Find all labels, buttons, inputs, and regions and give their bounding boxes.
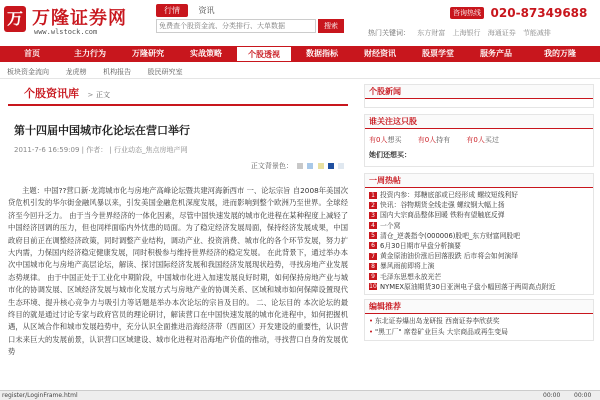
search-tabs xyxy=(156,4,223,16)
count-bought: 有0人买过 xyxy=(466,136,499,144)
visitor-counts xyxy=(365,129,593,147)
rank-badge: 8 xyxy=(369,263,377,270)
hot-keyword-link[interactable]: 海通证券 xyxy=(487,29,516,37)
list-item[interactable]: 3 国内大宗商品整体回暖 铁粉有望触底反弹 xyxy=(369,210,589,220)
rank-badge: 3 xyxy=(369,212,377,219)
search-button[interactable]: 搜索 xyxy=(318,19,344,33)
article-area xyxy=(8,84,348,400)
sidebar xyxy=(364,84,594,400)
count-holding: 有0人持有 xyxy=(417,136,451,144)
breadcrumb-separator: > xyxy=(87,91,94,99)
nav-item-strategy[interactable]: 实战策略 xyxy=(190,49,222,58)
nav-item-stock-view[interactable]: 个股透视 xyxy=(236,46,292,62)
bg-color-picker xyxy=(8,161,348,171)
nav-item-research[interactable]: 万隆研究 xyxy=(132,49,164,58)
hot-keyword-link[interactable]: 节能减排 xyxy=(522,29,551,37)
list-item[interactable]: 7 黄金原油油价涨后回落股跌 后市将会如何演绎 xyxy=(369,251,589,261)
week-hot-list xyxy=(365,188,593,294)
nav-item-home[interactable]: 首页 xyxy=(24,49,40,58)
search-tab-quotes[interactable]: 行情 xyxy=(156,4,188,17)
hotline xyxy=(450,6,587,20)
nav-item-services[interactable]: 服务产品 xyxy=(480,49,512,58)
week-hot-box xyxy=(364,173,594,295)
nav-item-my-account[interactable]: 我的万隆 xyxy=(544,49,576,58)
main-nav xyxy=(0,46,600,62)
rank-badge: 6 xyxy=(369,242,377,249)
status-time: 00:00 xyxy=(543,392,561,399)
editor-picks-title: 编辑推荐 xyxy=(365,300,593,314)
article-meta: 2011-7-6 16:59:09 | 作者： | 行业动态_焦点房地产网 xyxy=(14,146,188,154)
nav-item-data[interactable]: 数据指标 xyxy=(306,49,338,58)
hotline-number: 020-87349688 xyxy=(490,6,588,20)
bg-color-swatch[interactable] xyxy=(318,163,324,169)
list-item[interactable]: 1 投资内参：郑糖底部或已经形成 螺纹短线利好 xyxy=(369,190,589,200)
list-item[interactable]: 4 一个窝 xyxy=(369,221,589,231)
bullet-icon: • xyxy=(369,327,374,336)
list-item[interactable]: 10 NYMEX原油期货30日亚洲电子盘小幅回落于两周高点附近 xyxy=(369,282,556,291)
article-body: 主题：中国??营口新·龙湾城市化与房地产高峰论坛暨共建河海新西市 一、论坛宗旨 自2008年美国次贷危机引发的华尔街金融风暴以来，引发美国金融危机深度发展，进而影响到整个欧洲乃至世界。全球经济至今回升乏力。 由于当今世界经济的一体化因素，尽管中国快速发展的城市化进程在某种程度上减轻了中国经济回调的压力，但也同样面临内外忧患的局面。为了稳定经济发展局面，保持经济发展成果，中国政府目前正在调整经济政策，同时调整产业结构，调动产业、投资消费、城市化的各个环节发展，努力扩大内需，力保国内经济稳定健康发展，同时积极参与维持世界经济的稳定发展。 在此背景下，通过举办本次中国城市化与房地产高层论坛，解读、探讨国际经济发展和我国经济发展现状趋势，寻找房地产业发展态势规律。 由于中国正处于工业化中期阶段，中国城市化进入加速发展良好时期，如何保持房地产业与城市化的协调发展、区域经济发展与城市化发展方式与房地产业的协调关系、区域和城市如何保障设置现代生态环境、提升核心竞争力与吸引力等话题是举办本次论坛的宗旨及目的。 二、论坛目的 本次论坛的最终目的就是通过讨论专家与政府官员的理论研讨，解读营口在中国快速发展的城市化进程中，如何把握机遇，从区域合作和城市发展趋势中，充分认识全面推进沿海经济带（西面区）开发建设的重要性，认识营口未来巨大的发展前景，认识营口区域建设、城市化进程对沿海地产价值的推动，寻找营口自身的发展优势 xyxy=(8,186,348,357)
hot-keyword-link[interactable]: 上海银行 xyxy=(452,29,481,37)
editor-picks-box xyxy=(364,299,594,341)
site-header xyxy=(0,0,600,44)
list-item[interactable]: • 东北证券爆出岛龙研报 西南证券李欣获奖 xyxy=(369,316,500,325)
status-url: register/LoginFrame.html xyxy=(2,392,78,399)
list-item[interactable]: 5 清仓_逆袭指令(000006)股吧_东方财富网股吧 xyxy=(369,231,589,241)
visitors-title: 谁关注这只股 xyxy=(365,115,593,129)
nav-item-school[interactable]: 股票学堂 xyxy=(422,49,454,58)
week-hot-title: 一周热帖 xyxy=(365,174,593,188)
logo-mark-icon: 万 xyxy=(4,6,26,32)
breadcrumb-section[interactable]: 个股资讯库 xyxy=(24,87,79,100)
count-want-buy: 有0人想买 xyxy=(369,136,402,144)
nav-item-finance-news[interactable]: 财经资讯 xyxy=(364,49,396,58)
nav-item-main-force[interactable]: 主力行为 xyxy=(74,49,106,58)
subnav-item-dragon-tiger[interactable]: 龙虎榜 xyxy=(65,68,87,76)
sub-nav xyxy=(0,65,600,79)
hot-keyword-link[interactable]: 东方财富 xyxy=(417,29,446,37)
bg-color-swatch[interactable] xyxy=(338,163,344,169)
list-item[interactable]: 9 毛泽东思想永放光芒 xyxy=(369,272,589,282)
list-item[interactable]: 6 6月30日期市早盘分析摘要 xyxy=(369,241,589,251)
list-item[interactable]: 8 暴风雨前即将上演 xyxy=(369,261,589,271)
breadcrumb-current: 正文 xyxy=(95,91,110,99)
stock-news-box xyxy=(364,84,594,108)
logo-url: www.wlstock.com xyxy=(34,28,98,36)
breadcrumb xyxy=(8,84,348,106)
article-title: 第十四届中国城市化论坛在营口举行 xyxy=(14,124,190,137)
bg-color-swatch[interactable] xyxy=(307,163,313,169)
rank-badge: 4 xyxy=(369,222,377,229)
editor-picks-list xyxy=(365,314,593,340)
rank-badge: 5 xyxy=(369,232,377,239)
hot-keywords-label: 热门关键词： xyxy=(368,29,410,37)
others-want-buy: 她们还想买： xyxy=(369,151,411,159)
rank-badge: 1 xyxy=(369,192,377,199)
hot-keywords xyxy=(368,28,551,38)
search-tab-news[interactable]: 资讯 xyxy=(198,6,215,15)
status-time-2: 00:00 xyxy=(574,392,592,399)
search-input[interactable] xyxy=(156,19,316,33)
bg-color-swatch[interactable] xyxy=(297,163,303,169)
stock-news-title: 个股新闻 xyxy=(365,85,593,99)
rank-badge: 2 xyxy=(369,202,377,209)
logo-text: 万隆证券网 xyxy=(32,8,127,29)
status-bar xyxy=(0,390,600,400)
rank-badge: 7 xyxy=(369,253,377,260)
bg-color-swatch[interactable] xyxy=(328,163,334,169)
rank-badge: 9 xyxy=(369,273,377,280)
list-item[interactable]: • "黑工厂" 席卷矿业巨头 大宗商品或再生变局 xyxy=(369,327,508,336)
rank-badge: 10 xyxy=(369,283,377,291)
list-item[interactable]: 2 快讯：谷物期货全线走强 螺纹钢大幅上扬 xyxy=(369,200,589,210)
hotline-label: 咨询热线 xyxy=(450,7,484,19)
visitors-box xyxy=(364,114,594,167)
subnav-item-research-room[interactable]: 股民研究室 xyxy=(147,68,183,76)
bg-color-label: 正文背景色： xyxy=(250,162,293,170)
subnav-item-institution-report[interactable]: 机构报告 xyxy=(103,68,132,76)
bullet-icon: • xyxy=(369,316,374,325)
site-logo[interactable] xyxy=(4,4,154,40)
subnav-item-sector-flow[interactable]: 板块资金流向 xyxy=(7,68,49,76)
